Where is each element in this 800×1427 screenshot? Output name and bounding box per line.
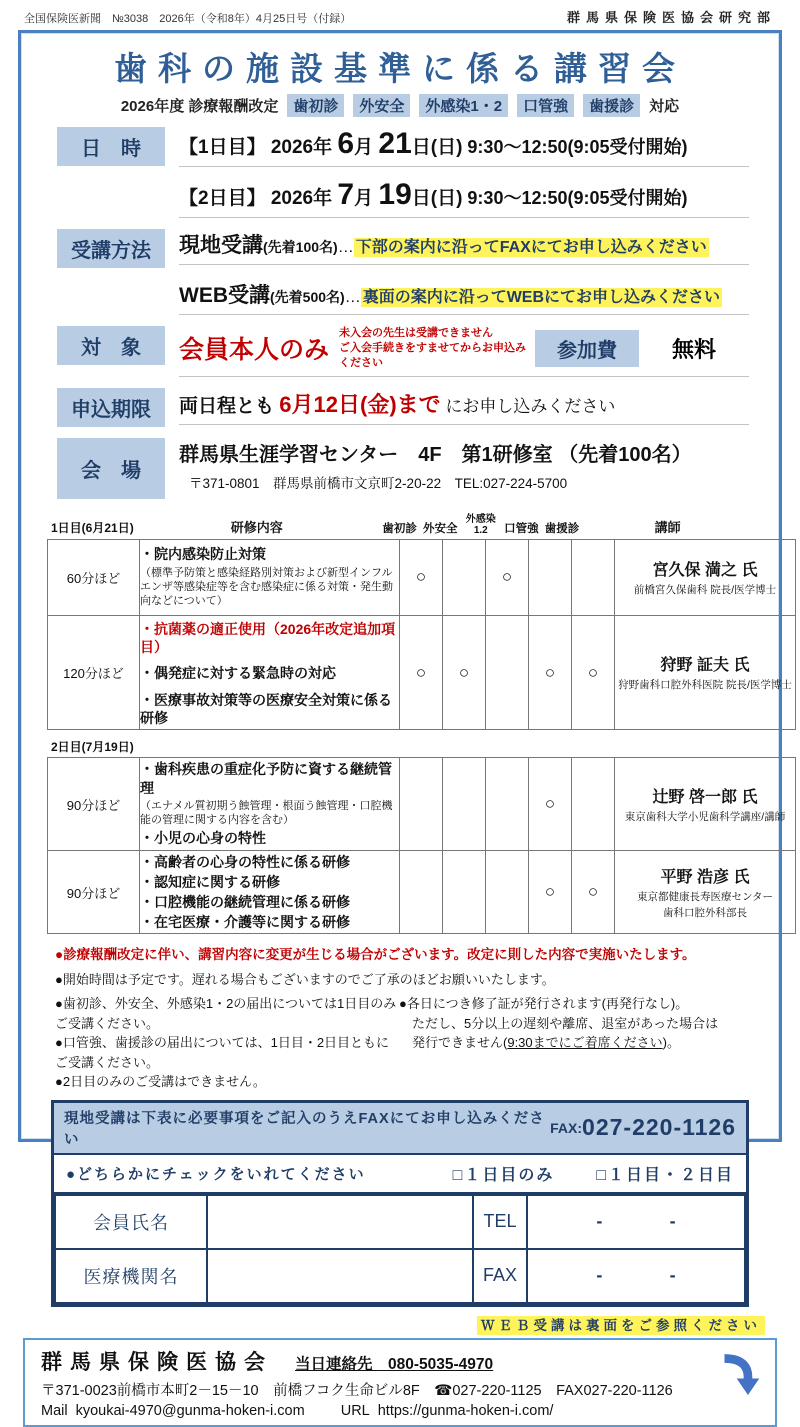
fax-form-grid xyxy=(54,1194,746,1304)
table-row xyxy=(55,1249,745,1303)
method-row-2 xyxy=(57,279,749,315)
mark-cell: ○ xyxy=(572,850,615,934)
web-reference-note: ＷＥＢ受講は裏面をご参照ください xyxy=(21,1314,765,1335)
method-onsite xyxy=(179,229,749,265)
day1-schedule-table xyxy=(47,539,796,731)
training-item: ・偶発症に対する緊急時の対応 xyxy=(140,664,336,681)
venue-row xyxy=(57,438,749,499)
mark-cell xyxy=(572,758,615,850)
tel-field[interactable]: - - xyxy=(527,1195,745,1249)
table-row xyxy=(48,758,796,850)
training-item: ・小児の心身の特性 xyxy=(140,830,266,847)
table-row xyxy=(48,850,796,934)
table-row xyxy=(55,1195,745,1249)
duration-cell: 90分ほど xyxy=(48,758,140,850)
lecturer-name: 平野 浩彦 氏 xyxy=(660,868,750,886)
content-column-header: 研修内容 xyxy=(230,519,283,535)
method-label: 受講方法 xyxy=(57,229,165,268)
deadline-suffix: にお申し込みください xyxy=(440,396,616,416)
method-web-instruction: 裏面の案内に沿ってWEBにてお申し込みください xyxy=(362,289,721,306)
flip-page-arrow-icon xyxy=(717,1346,765,1400)
mark-cell: ○ xyxy=(529,758,572,850)
training-item: ・院内感染防止対策 xyxy=(140,546,266,563)
mark-cell xyxy=(443,539,486,615)
mark-header-gai-kansen: 外感染1.2 xyxy=(465,513,496,536)
footer-contact-box xyxy=(23,1338,777,1427)
notes-section xyxy=(55,943,745,1092)
session-2 xyxy=(179,178,749,218)
lecturer-name: 宮久保 満之 氏 xyxy=(652,561,758,579)
lecturer-cell xyxy=(615,758,796,850)
subtitle-row xyxy=(21,94,779,117)
session1-day-unit: 日(日) xyxy=(411,137,463,158)
note-revision-warning: ●診療報酬改定に伴い、講習内容に変更が生じる場合がございます。改定に則した内容で実施いたします。 xyxy=(55,947,696,963)
mark-cell: ○ xyxy=(572,615,615,730)
footer-url-label: URL xyxy=(340,1402,370,1419)
mark-cell xyxy=(486,615,529,730)
training-item: ・医療事故対策等の医療安全対策に係る研修 xyxy=(140,692,392,727)
session2-time: 9:30～12:50(9:05受付開始) xyxy=(462,188,688,208)
footer-mail-address[interactable]: kyoukai-4970@gunma-hoken-i.com xyxy=(75,1402,305,1419)
org-department: 群馬県保険医協会研究部 xyxy=(566,10,776,25)
clinic-name-label: 医療機関名 xyxy=(55,1249,207,1303)
newspaper-issue-info: 全国保険医新聞 №3038 2026年（令和8年）4月25日号（付録） xyxy=(24,13,352,25)
venue-label: 会 場 xyxy=(57,438,165,499)
training-item: ・高齢者の心身の特性に係る研修 xyxy=(140,853,350,870)
target-row xyxy=(57,326,749,377)
mark-cell xyxy=(400,850,443,934)
training-item-detail: （標準予防策と感染経路別対策および新型インフルエンザ等感染症等を含む感染症に係る対策・発生動向などについて） xyxy=(140,566,393,608)
method-web-dots: … xyxy=(344,289,361,306)
badge-gai-kansen: 外感染1・2 xyxy=(419,94,508,117)
subtitle-prefix: 2026年度 診療報酬改定 xyxy=(120,98,279,115)
masthead xyxy=(0,0,800,30)
day1-column-header: 1日目(6月21日) xyxy=(51,520,134,535)
mark-header-shi-enshin: 歯援診 xyxy=(544,522,580,535)
badge-gai-anzen: 外安全 xyxy=(353,94,410,117)
footer-address: 〒371-0023前橋市本町2－15－10 前橋フコク生命ビル8F ☎027-220-1125 FAX027-220-1126 xyxy=(41,1382,673,1399)
lecturer-title: 狩野歯科口腔外科医院 院長/医学博士 xyxy=(618,679,792,692)
fax-number-label: FAX: xyxy=(550,1119,583,1136)
clinic-name-field[interactable] xyxy=(207,1249,473,1303)
footer-url[interactable]: https://gunma-hoken-i.com/ xyxy=(377,1402,554,1419)
method-row-1 xyxy=(57,229,749,268)
checkbox-both-days[interactable]: □１日目・２日目 xyxy=(596,1166,734,1184)
member-name-label: 会員氏名 xyxy=(55,1195,207,1249)
check-option-row xyxy=(54,1155,746,1194)
mark-cell: ○ xyxy=(400,615,443,730)
mark-cell: ○ xyxy=(529,850,572,934)
datetime-row-1 xyxy=(57,127,749,167)
mark-cell xyxy=(572,539,615,615)
fee-label: 参加費 xyxy=(535,330,639,367)
schedule-section xyxy=(47,510,792,935)
fax-instruction: 現地受講は下表に必要事項をご記入のうえFAXにてお申し込みください xyxy=(64,1110,545,1148)
venue-content xyxy=(179,438,749,497)
duration-cell: 120分ほど xyxy=(48,615,140,730)
session1-month-unit: 月 xyxy=(354,137,374,158)
fax-application-form xyxy=(51,1100,749,1307)
member-name-field[interactable] xyxy=(207,1195,473,1249)
session2-day: 19 xyxy=(378,178,412,211)
mark-cell xyxy=(486,850,529,934)
datetime-label: 日 時 xyxy=(57,127,165,166)
session1-prefix: 【1日目】 2026年 xyxy=(179,137,333,158)
lecturer-cell xyxy=(615,850,796,934)
note-certificate-condition2: 発行できません(9:30までにご着席ください)。 xyxy=(399,1035,680,1051)
fee-value: 無料 xyxy=(671,336,716,362)
main-content-box xyxy=(18,30,792,1419)
mark-cell xyxy=(443,850,486,934)
session-1 xyxy=(179,127,749,167)
note-both-days: ●口管強、歯援診の届出については、1日目・2日目ともにご受講ください。 xyxy=(55,1035,390,1070)
training-item: ・歯科疾患の重症化予防に資する継続管理 xyxy=(140,761,392,796)
footer-day-contact: 当日連絡先 080-5035-4970 xyxy=(295,1355,494,1373)
duration-cell: 90分ほど xyxy=(48,850,140,934)
lecturer-name: 辻野 啓一郎 氏 xyxy=(652,788,758,806)
training-item: ・在宅医療・介護等に関する研修 xyxy=(140,914,350,931)
mark-header-gai-anzen: 外安全 xyxy=(422,522,458,535)
table-row xyxy=(48,539,796,615)
mark-cell xyxy=(529,539,572,615)
note-certificate: ●各日につき修了証が発行されます(再発行なし)。 xyxy=(399,996,689,1012)
fax-number: 027-220-1126 xyxy=(582,1114,736,1141)
mark-header-kou-kankyou: 口管強 xyxy=(504,522,539,535)
venue-name: 群馬県生涯学習センター 4F 第1研修室 （先着100名） xyxy=(179,443,692,466)
method-onsite-instruction: 下部の案内に沿ってFAXにてお申し込みください xyxy=(355,239,707,256)
footer-org-name: 群馬県保険医協会 xyxy=(41,1350,273,1374)
target-content xyxy=(179,326,749,377)
lecturer-title: 前橋宮久保歯科 院長/医学博士 xyxy=(633,583,777,596)
page-title: 歯科の施設基準に係る講習会 xyxy=(114,50,686,87)
badge-shi-shoshin: 歯初診 xyxy=(287,94,344,117)
note-no-day2-only: ●2日目のみのご受講はできません。 xyxy=(55,1074,266,1090)
note-certificate-condition: ただし、5分以上の遅刻や離席、退室があった場合は xyxy=(399,1015,719,1031)
deadline-label: 申込期限 xyxy=(57,388,165,427)
lecturer-cell xyxy=(615,615,796,730)
table-row xyxy=(48,615,796,730)
session2-month: 7 xyxy=(337,178,355,211)
content-cell xyxy=(140,850,400,934)
method-web-capacity: (先着500名) xyxy=(270,289,345,305)
session1-day: 21 xyxy=(378,127,412,160)
training-item-detail: （エナメル質初期う蝕管理・根面う蝕管理・口腔機能の管理に関する内容を含む） xyxy=(140,799,393,827)
training-item: ・認知症に関する研修 xyxy=(140,873,280,890)
content-cell xyxy=(140,615,400,730)
lecturer-cell xyxy=(615,539,796,615)
fax-label-cell: FAX xyxy=(473,1249,527,1303)
deadline-prefix: 両日程とも xyxy=(179,395,280,417)
mark-header-shi-shoshin: 歯初診 xyxy=(382,522,417,535)
method-onsite-capacity: (先着100名) xyxy=(263,239,338,255)
info-section xyxy=(57,127,749,499)
tel-label: TEL xyxy=(473,1195,527,1249)
method-web xyxy=(179,279,749,315)
training-item-new: ・抗菌薬の適正使用（2026年改定追加項目） xyxy=(140,620,396,655)
fax-field[interactable]: - - xyxy=(527,1249,745,1303)
mark-cell xyxy=(486,758,529,850)
badge-shi-enshin: 歯援診 xyxy=(583,94,640,117)
venue-address: 〒371-0801 群馬県前橋市文京町2-20-22 TEL:027-224-5700 xyxy=(189,475,568,491)
session2-month-unit: 月 xyxy=(354,188,374,209)
day2-column-header: 2日目(7月19日) xyxy=(51,740,134,755)
session1-time: 9:30～12:50(9:05受付開始) xyxy=(462,137,688,157)
mark-cell: ○ xyxy=(443,615,486,730)
footer-mail-label: Mail xyxy=(41,1402,68,1419)
deadline-date: 6月12日(金)まで xyxy=(279,391,441,417)
session2-day-unit: 日(日) xyxy=(411,188,463,209)
deadline-row xyxy=(57,388,749,427)
content-cell xyxy=(140,758,400,850)
mark-cell xyxy=(400,758,443,850)
schedule-header-row xyxy=(47,510,753,538)
lecturer-name: 狩野 証夫 氏 xyxy=(660,657,750,675)
mark-cell: ○ xyxy=(400,539,443,615)
method-onsite-name: 現地受講 xyxy=(179,234,263,257)
session1-month: 6 xyxy=(337,127,355,160)
target-note-1: 未入会の先生は受講できません xyxy=(339,327,494,339)
lecturer-title: 東京都健康長寿医療センター xyxy=(636,890,774,903)
lecturer-title: 東京歯科大学小児歯科学講座/講師 xyxy=(624,810,786,823)
mark-cell: ○ xyxy=(486,539,529,615)
target-note-2: ご入会手続きをすませてからお申込みください xyxy=(339,341,527,369)
lecturer-column-header: 講師 xyxy=(654,519,681,535)
training-item: ・口腔機能の継続管理に係る研修 xyxy=(140,894,350,910)
subtitle-suffix: 対応 xyxy=(649,98,680,115)
mark-cell xyxy=(443,758,486,850)
lecturer-title: 歯科口腔外科部長 xyxy=(663,906,747,919)
deadline-content xyxy=(179,388,749,425)
session2-prefix: 【2日目】 2026年 xyxy=(179,188,333,209)
day2-schedule-table xyxy=(47,757,796,934)
datetime-row-2 xyxy=(57,178,749,218)
note-day1-only: ●歯初診、外安全、外感染1・2の届出については1日目のみご受講ください。 xyxy=(55,996,397,1031)
target-value: 会員本人のみ xyxy=(179,336,330,365)
fax-form-header xyxy=(54,1103,746,1155)
note-start-time: ●開始時間は予定です。遅れる場合もございますのでご了承のほどお願いいたします。 xyxy=(55,972,555,988)
method-onsite-dots: … xyxy=(337,239,354,256)
content-cell xyxy=(140,539,400,615)
target-label: 対 象 xyxy=(57,326,165,365)
method-web-name: WEB受講 xyxy=(179,284,270,307)
check-prompt: ●どちらかにチェックをいれてください xyxy=(66,1165,366,1183)
duration-cell: 60分ほど xyxy=(48,539,140,615)
badge-kou-kankyou: 口管強 xyxy=(517,94,574,117)
mark-cell: ○ xyxy=(529,615,572,730)
checkbox-day1-only[interactable]: □１日目のみ xyxy=(452,1166,555,1184)
